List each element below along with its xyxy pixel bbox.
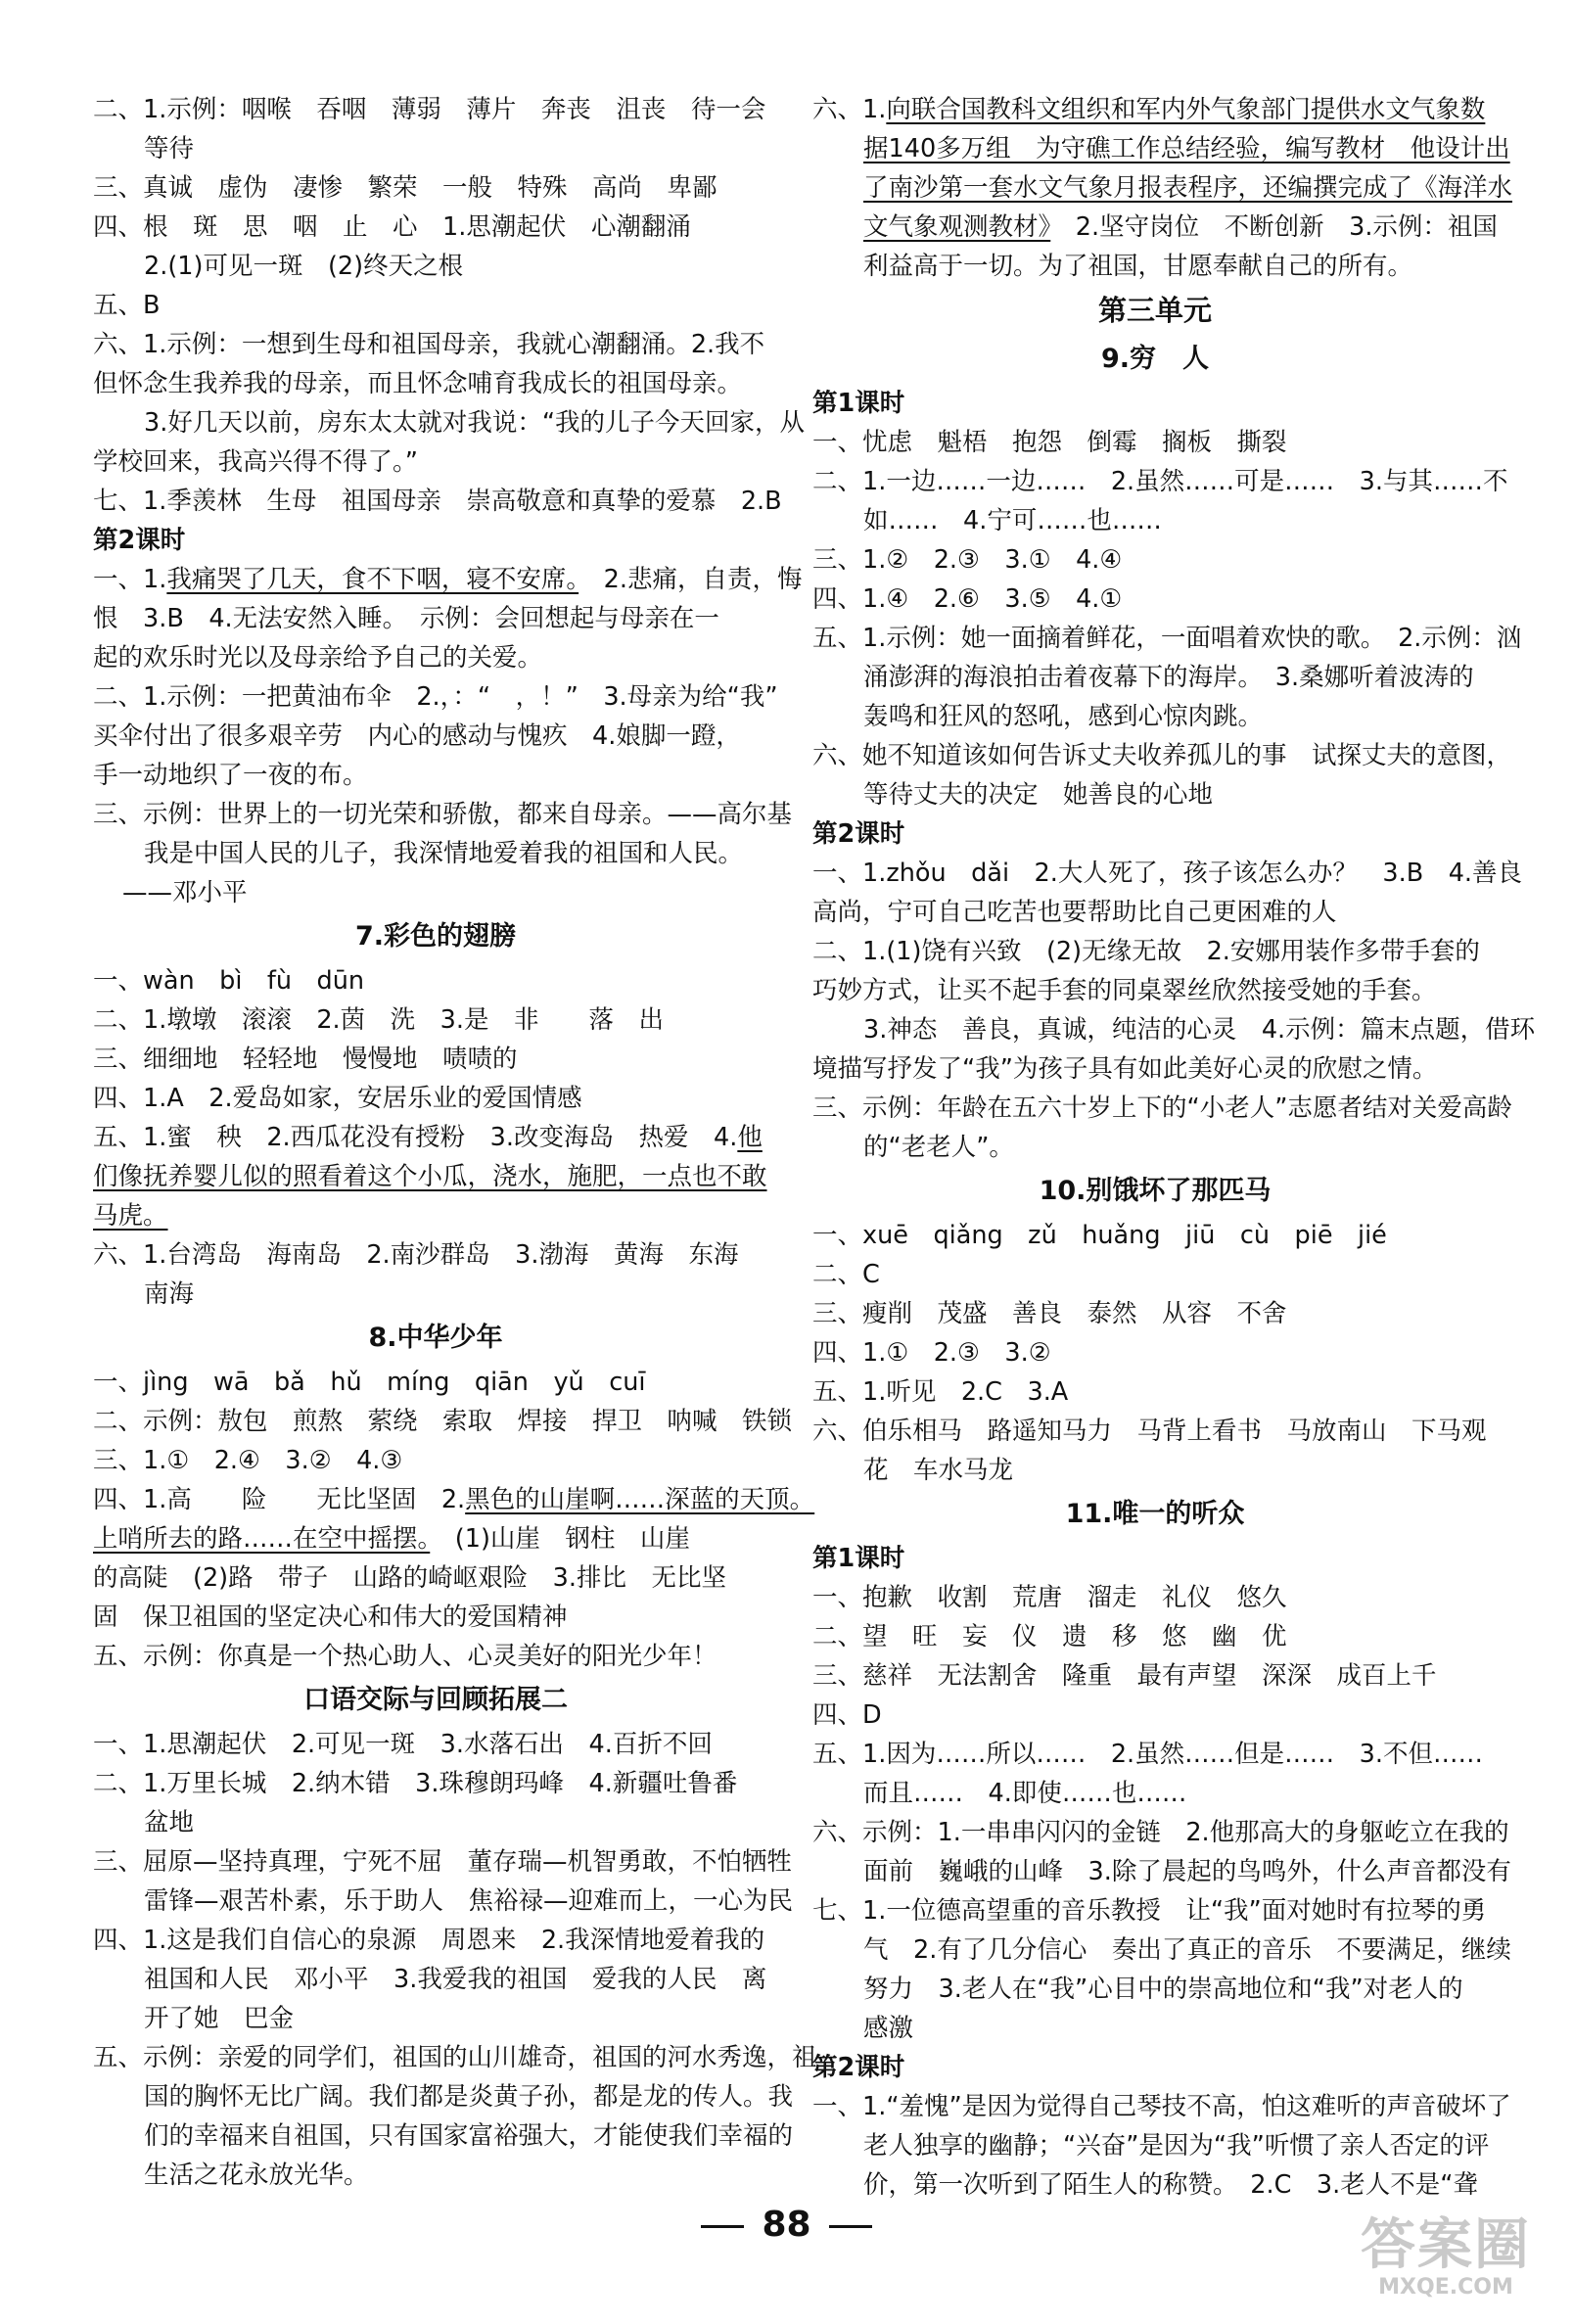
answer-line: 雷锋—艰苦朴素，乐于助人 焦裕禄—迎难而上，一心为民: [144, 1886, 794, 1916]
answer-line: 开了她 巴金: [144, 2004, 295, 2033]
answer-line: 二、1.示例：咽喉 吞咽 薄弱 薄片 奔丧 沮丧 待一会: [93, 95, 766, 124]
answer-line: 四、1.高 险 无比坚固 2.黑色的山崖啊……深蓝的天顶。: [93, 1485, 815, 1514]
underlined-answer: 他: [737, 1123, 763, 1152]
answer-line: 等待丈夫的决定 她善良的心地: [863, 780, 1214, 810]
answer-line: 南海: [144, 1279, 195, 1309]
answer-line: 三、瘦削 茂盛 善良 泰然 从容 不舍: [812, 1299, 1287, 1328]
lesson-heading: 第2课时: [812, 819, 905, 849]
answer-line: 生活之花永放光华。: [144, 2161, 369, 2190]
answer-line: 利益高于一切。为了祖国，甘愿奉献自己的所有。: [863, 252, 1413, 281]
answer-line: 起的欢乐时光以及母亲给予自己的关爱。: [93, 643, 543, 673]
answer-line: [93, 1196, 778, 1235]
answer-line: 涌澎湃的海浪拍击着夜幕下的海岸。 3.桑娜听着波涛的: [863, 663, 1474, 692]
answer-line: 二、示例：敖包 煎熬 萦绕 索取 焊接 捍卫 呐喊 铁锁: [93, 1407, 793, 1436]
left-column: [93, 90, 817, 2195]
section-title: 第三单元: [1097, 294, 1212, 327]
lesson-heading: 第1课时: [812, 1544, 905, 1573]
answer-line: 努力 3.老人在“我”心目中的崇高地位和“我”对老人的: [863, 1975, 1463, 2004]
underlined-answer: 文气象观测教材》: [863, 212, 1051, 242]
answer-line: 买伞付出了很多艰辛劳 内心的感动与愧疚 4.娘脚一蹬，: [93, 721, 741, 751]
underlined-answer: 向联合国教科文组织和军内外气象部门提供水文气象数: [886, 95, 1486, 124]
answer-line: 三、慈祥 无法割舍 隆重 最有声望 深深 成百上千: [812, 1661, 1437, 1691]
answer-line: 四、1.① 2.③ 3.②: [812, 1338, 1051, 1368]
lesson-heading: 第1课时: [812, 389, 905, 418]
answer-line: [812, 129, 1510, 168]
answer-line: 一、抱歉 收割 荒唐 溜走 礼仪 悠久: [812, 1583, 1287, 1612]
answer-line: 五、B: [93, 291, 161, 320]
underlined-answer: 们像抚养婴儿似的照看着这个小瓜，浇水，施肥，一点也不敢: [93, 1162, 767, 1191]
lesson-heading: 第2课时: [93, 526, 186, 555]
answer-line: 三、示例：世界上的一切光荣和骄傲，都来自母亲。——高尔基: [93, 800, 793, 829]
answer-line: 五、示例：你真是一个热心助人、心灵美好的阳光少年！: [93, 1642, 717, 1671]
answer-line: 花 车水马龙: [863, 1456, 1014, 1485]
answer-line: 三、示例：年龄在五六十岁上下的“小老人”志愿者结对关爱高龄: [812, 1093, 1512, 1123]
dash-right: [829, 2225, 872, 2228]
answer-line: 四、1.④ 2.⑥ 3.⑤ 4.①: [812, 584, 1123, 614]
underlined-answer: 上哨所去的路……在空中摇摆。: [93, 1524, 431, 1554]
underlined-answer: 马虎。: [93, 1201, 168, 1231]
answer-line: 二、1.墩墩 滚滚 2.茵 洗 3.是 非 落 出: [93, 1005, 664, 1035]
watermark-logo: 答案圈: [1361, 2213, 1531, 2277]
underlined-answer: 我痛哭了几天，食不下咽，寝不安席。: [166, 565, 579, 594]
answer-line: 六、示例：1.一串串闪闪的金链 2.他那高大的身躯屹立在我的: [812, 1818, 1509, 1847]
answer-line: 五、1.因为……所以…… 2.虽然……但是…… 3.不但……: [812, 1740, 1483, 1769]
watermark: [1348, 2213, 1544, 2304]
answer-line: 一、1.“羞愧”是因为觉得自己琴技不高，怕这难听的声音破坏了: [812, 2092, 1511, 2121]
answer-line: 气 2.有了几分信心 奏出了真正的音乐 不要满足，继续: [863, 1935, 1511, 1965]
answer-line: 我是中国人民的儿子，我深情地爱着我的祖国和人民。: [144, 839, 744, 868]
answer-line: 的“老老人”。: [863, 1133, 1014, 1162]
answer-line: 巧妙方式，让买不起手套的同桌翠丝欣然接受她的手套。: [812, 976, 1437, 1005]
answer-line: 五、1.示例：她一面摘着鲜花，一面唱着欢快的歌。 2.示例：汹: [812, 624, 1522, 653]
answer-line: 二、C: [812, 1260, 880, 1289]
answer-line: 二、望 旺 妄 仪 遗 移 悠 幽 优: [812, 1622, 1287, 1651]
answer-line: 三、1.② 2.③ 3.① 4.④: [812, 545, 1123, 575]
answer-line: 高尚，宁可自己吃苦也要帮助比自己更困难的人: [812, 898, 1337, 927]
answer-line: 的高陡 (2)路 带子 山路的崎岖艰险 3.排比 无比坚: [93, 1563, 726, 1593]
answer-line: 祖国和人民 邓小平 3.我爱我的祖国 爱我的人民 离: [144, 1965, 767, 1994]
answer-line: 四、D: [812, 1700, 882, 1730]
answer-line: 七、1.一位德高望重的音乐教授 让“我”面对她时有拉琴的勇: [812, 1896, 1487, 1926]
answer-line: 六、她不知道该如何告诉丈夫收养孤儿的事 试探丈夫的意图，: [812, 741, 1512, 770]
answer-line: 六、1.向联合国教科文组织和军内外气象部门提供水文气象数: [812, 95, 1486, 124]
section-title: 9.穷 人: [1100, 344, 1210, 374]
answer-line: 境描写抒发了“我”为孩子具有如此美好心灵的欣慰之情。: [812, 1054, 1438, 1084]
dash-left: [701, 2225, 744, 2228]
answer-line: 固 保卫祖国的坚定决心和伟大的爱国精神: [93, 1603, 568, 1632]
underlined-answer: 据140多万组 为守礁工作总结经验，编写教材 他设计出: [863, 134, 1510, 163]
section-title: 口语交际与回顾拓展二: [303, 1685, 568, 1715]
answer-line: 五、示例：亲爱的同学们，祖国的山川雄奇，祖国的河水秀逸，祖: [93, 2043, 817, 2072]
answer-line: 恨 3.B 4.无法安然入睡。 示例：会回想起与母亲在一: [93, 604, 719, 633]
answer-line: 一、jìng wā bǎ hǔ míng qiān yǔ cuī: [93, 1368, 646, 1397]
answer-line: 三、1.① 2.④ 3.② 4.③: [93, 1446, 403, 1475]
page-number-text: 88: [762, 2205, 811, 2245]
watermark-url: MXQE.COM: [1378, 2275, 1513, 2300]
lesson-heading: 第2课时: [812, 2053, 905, 2082]
answer-line: 3.神态 善良，真诚，纯洁的心灵 4.示例：篇末点题，借环: [863, 1015, 1536, 1045]
answer-line: 一、xuē qiǎng zǔ huǎng jiū cù piē jié: [812, 1221, 1387, 1250]
answer-line: 但怀念生我养我的母亲，而且怀念哺育我成长的祖国母亲。: [93, 369, 743, 398]
answer-line: 上哨所去的路……在空中摇摆。 (1)山崖 钢柱 山崖: [93, 1524, 690, 1554]
answer-line: 一、忧虑 魁梧 抱怨 倒霉 搁板 撕裂: [812, 428, 1287, 457]
answer-line: 一、1.zhǒu dǎi 2.大人死了，孩子该怎么办？ 3.B 4.善良: [812, 859, 1523, 888]
answer-line: 五、1.蜜 秧 2.西瓜花没有授粉 3.改变海岛 热爱 4.他: [93, 1123, 763, 1152]
answer-line: 四、根 斑 思 咽 止 心 1.思潮起伏 心潮翻涌: [93, 212, 691, 242]
answer-line: 四、1.A 2.爱岛如家，安居乐业的爱国情感: [93, 1084, 582, 1113]
answer-line: 手一动地织了一夜的布。: [93, 761, 368, 790]
answer-line: 学校回来，我高兴得不得了。”: [93, 447, 418, 477]
answer-line: 文气象观测教材》 2.坚守岗位 不断创新 3.示例：祖国: [863, 212, 1498, 242]
answer-line: 老人独享的幽静；“兴奋”是因为“我”听惯了亲人否定的评: [863, 2131, 1490, 2161]
answer-line: 一、1.思潮起伏 2.可见一斑 3.水落石出 4.百折不回: [93, 1730, 713, 1759]
answer-line: 三、真诚 虚伪 凄惨 繁荣 一般 特殊 高尚 卑鄙: [93, 173, 717, 203]
answer-line: 七、1.季羡林 生母 祖国母亲 崇高敬意和真挚的爱慕 2.B: [93, 487, 782, 516]
answer-line: ——邓小平: [122, 878, 248, 907]
answer-line: 而且…… 4.即使……也……: [863, 1779, 1187, 1808]
answer-line: 六、1.示例：一想到生母和祖国母亲，我就心潮翻涌。2.我不: [93, 330, 765, 359]
answer-line: 们的幸福来自祖国，只有国家富裕强大，才能使我们幸福的: [144, 2121, 794, 2151]
answer-line: 三、屈原—坚持真理，宁死不屈 董存瑞—机智勇敢，不怕牺牲: [93, 1847, 793, 1877]
section-title: 8.中华少年: [368, 1323, 503, 1353]
answer-line: 感激: [863, 2014, 914, 2043]
answer-line: 二、1.万里长城 2.纳木错 3.珠穆朗玛峰 4.新疆吐鲁番: [93, 1769, 738, 1798]
answer-line: 六、伯乐相马 路遥知马力 马背上看书 马放南山 下马观: [812, 1417, 1487, 1446]
answer-line: 价，第一次听到了陌生人的称赞。 2.C 3.老人不是“聋: [863, 2170, 1478, 2200]
page-number: [0, 2205, 1573, 2245]
answer-line: 二、1.(1)饶有兴致 (2)无缘无故 2.安娜用装作多带手套的: [812, 937, 1480, 966]
answer-line: 盆地: [144, 1808, 195, 1837]
underlined-answer: 了南沙第一套水文气象月报表程序，还编撰完成了《海洋水: [863, 173, 1513, 203]
answer-line: 如…… 4.宁可……也……: [863, 506, 1162, 535]
answer-line: 国的胸怀无比广阔。我们都是炎黄子孙，都是龙的传人。我: [144, 2082, 794, 2112]
answer-line: [93, 1157, 778, 1196]
section-title: 7.彩色的翅膀: [354, 921, 517, 952]
underlined-answer: 黑色的山崖啊……深蓝的天顶。: [465, 1485, 815, 1514]
answer-line: 五、1.听见 2.C 3.A: [812, 1377, 1069, 1407]
answer-line: [812, 168, 1513, 208]
answer-line: 3.好几天以前，房东太太就对我说：“我的儿子今天回家，从: [144, 408, 806, 438]
answer-line: 六、1.台湾岛 海南岛 2.南沙群岛 3.渤海 黄海 东海: [93, 1240, 739, 1270]
answer-line: 二、1.一边……一边…… 2.虽然……可是…… 3.与其……不: [812, 467, 1508, 496]
answer-line: 一、1.我痛哭了几天，食不下咽，寝不安席。 2.悲痛，自责，悔: [93, 565, 803, 594]
answer-line: 2.(1)可见一斑 (2)终天之根: [144, 252, 464, 281]
answer-line: 四、1.这是我们自信心的泉源 周恩来 2.我深情地爱着我的: [93, 1926, 765, 1955]
answer-line: 三、细细地 轻轻地 慢慢地 啧啧的: [93, 1045, 518, 1074]
right-column: [812, 90, 1536, 2205]
section-title: 11.唯一的听众: [1065, 1499, 1245, 1529]
answer-line: 一、wàn bì fù dūn: [93, 966, 365, 996]
section-title: 10.别饿坏了那匹马: [1039, 1176, 1272, 1206]
answer-line: 等待: [144, 134, 195, 163]
answer-line: 面前 巍峨的山峰 3.除了晨起的鸟鸣外，什么声音都没有: [863, 1857, 1511, 1886]
answer-line: 二、1.示例：一把黄油布伞 2.，：“ ，！” 3.母亲为给“我”: [93, 682, 778, 712]
answer-line: 轰鸣和狂风的怒吼，感到心惊肉跳。: [863, 702, 1264, 731]
